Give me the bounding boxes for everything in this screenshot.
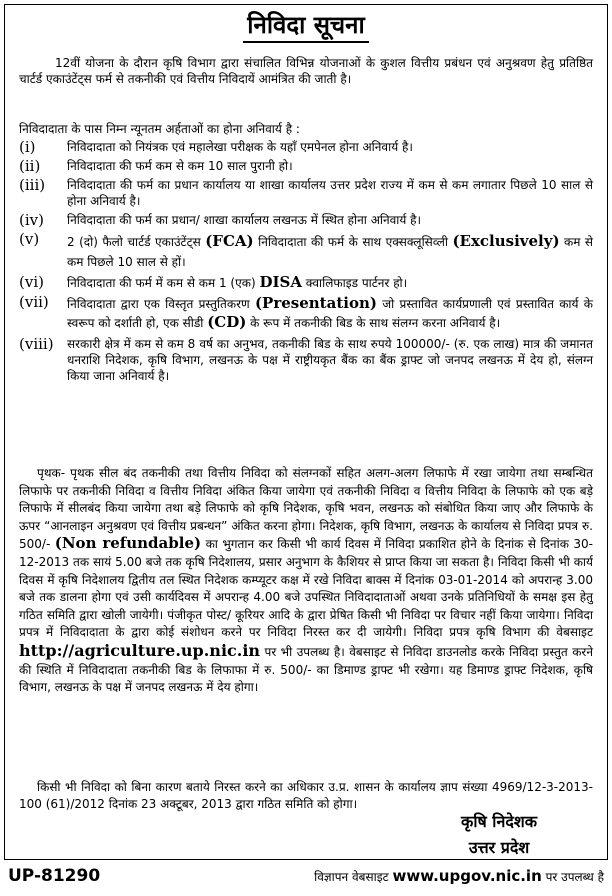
tender-notice <box>4 4 608 860</box>
item-text: निविदादाता की फर्म का प्रधान/ शाखा कार्यालय लखनऊ में स्थित होना अनिवार्य है। <box>67 213 422 227</box>
item-number: (ii) <box>19 157 41 175</box>
item-text: निविदादाता द्वारा एक विस्तृत प्रस्तुतिकरण (Presentation) जो प्रस्तावित कार्यप्रणाली एवं प्रस्तावित कार्य के स्वरूप को दर्शाती हो, एक सीडी (CD) के रूप में तकनीकी बिड के साथ संलग्न करना अनिवार्य है। <box>67 294 593 331</box>
item-text: निविदादाता की फर्म कम से कम 10 साल पुरानी हो। <box>67 159 293 173</box>
item-text: निविदादाता की फर्म में कम से कम 1 (एक) DISA क्वालिफाइड पार्टनर हो। <box>67 273 408 291</box>
signatory-title: कृषि निदेशक <box>461 812 537 831</box>
eligibility-heading: निविदादाता के पास निम्न न्यूनतम अर्हताओं का होना अनिवार्य है : <box>19 122 300 136</box>
item-number: (iii) <box>19 176 46 194</box>
notice-title: निविदा सूचना <box>243 10 368 43</box>
item-number: (iv) <box>19 211 44 229</box>
list-item <box>19 177 593 209</box>
footer <box>4 862 608 890</box>
list-item <box>19 274 593 291</box>
item-number: (vii) <box>19 293 49 311</box>
item-number: (viii) <box>19 335 54 353</box>
item-number: (i) <box>19 138 36 156</box>
list-item <box>19 212 593 228</box>
advert-website-note: विज्ञापन वेबसाइट www.upgov.nic.in पर उपलब्ध है <box>314 867 604 885</box>
item-number: (v) <box>19 230 40 248</box>
item-text: निविदादाता की फर्म का प्रधान कार्यालय या शाखा कार्यालय उत्तर प्रदेश राज्य में कम से कम लगातार पिछले 10 साल से होना अनिवार्य है। <box>67 178 593 208</box>
intro-paragraph: 12वीं योजना के दौरान कृषि विभाग द्वारा संचालित विभिन्न योजनाओं के कुशल वित्तीय प्रबंधन एवं अनुश्रवण हेतु प्रतिष्ठित चार्टर्ड एकाउंटेंट्स फर्म से तकनीकी एवं वित्तीय निविदायें आमंत्रित की जाती है। <box>19 56 593 86</box>
list-item <box>19 336 593 384</box>
item-text: निविदादाता को नियंत्रक एवं महालेखा परीक्षक के यहाँ एमपेनल होना अनिवार्य है। <box>67 140 413 154</box>
closing-paragraph: किसी भी निविदा को बिना कारण बताये निरस्त करने का अधिकार उ.प्र. शासन के कार्यालय ज्ञाप संख्या 4969/12-3-2013-100 (61)/2012 दिनांक 23 अक्टूबर, 2013 द्वारा गठित समिति को होगा। <box>19 780 593 811</box>
website-link[interactable]: http://agriculture.up.nic.in <box>19 640 261 660</box>
list-item <box>19 158 593 174</box>
signatory-state: उत्तर प्रदेश <box>468 838 530 857</box>
advert-site-link[interactable]: www.upgov.nic.in <box>392 867 542 885</box>
item-number: (vi) <box>19 273 44 291</box>
list-item <box>19 139 593 155</box>
terms-paragraph: पृथक- पृथक सील बंद तकनीकी तथा वित्तीय निविदा को संलग्नकों सहित अलग-अलग लिफाफे में रखा जायेगा तथा सम्बन्धित लिफाफे पर तकनीकी निविदा व वित्तीय निविदा अंकित किया जायेगा एवं तकनीकी निविदा व वित्तीय निविदा के लिफाफे को एक बड़े लिफाफे में सीलबंद किया जायेगा तथा बड़े लिफाफे को कृषि निदेशक, कृषि भवन, लखनऊ को संबोधित किया जाए और लिफाफे के ऊपर “आनलाइन अनुश्रवण एवं वित्तीय प्रबन्धन” अंकित करना होगा। निदेशक, कृषि विभाग, लखनऊ के कार्यालय से निविदा प्रपत्र रु. 500/- (Non refundable) का भुगतान कर किसी भी कार्य दिवस में निविदा प्रकाशित होने के दिनांक से दिनांक 30-12-2013 तक सायं 5.00 बजे तक कृषि निदेशालय, प्रसार अनुभाग के कैशियर से प्राप्त किया जा सकता है। निविदा किसी भी कार्य दिवस में कृषि निदेशालय द्वितीय तल स्थित निदेशक कम्प्यूटर कक्ष में रखे निविदा बाक्स में दिनांक 03-01-2014 को अपरान्ह 3.00 बजे तक डालना होगा एवं उसी कार्यदिवस में अपरान्ह 4.00 बजे उपस्थित निविदादाताओं अथवा उनके प्रतिनिधियों के समक्ष इस हेतु गठित समिति द्वारा खोली जायेगी। पंजीकृत पोस्ट/ कूरियर आदि के द्वारा प्रेषित किसी भी निविदा पर विचार नहीं किया जायेगा। निविदा प्रपत्र में निविदादाता के द्वारा कोई संशोधन करने पर निविदा निरस्त कर दी जायेगी। निविदा प्रपत्र कृषि विभाग की वेबसाइट http://agriculture.up.nic.in पर भी उपलब्ध है। वेबसाइट से निविदा डाउनलोड करके निविदा प्रस्तुत करने की स्थिति में निविदादाता तकनीकी बिड के लिफाफा में रु. 500/- का डिमाण्ड ड्राफ्ट भी रखेगा। यह डिमाण्ड ड्राफ्ट निदेशक, कृषि विभाग, लखनऊ के पक्ष में जनपद लखनऊ में देय होगा। <box>19 466 593 695</box>
item-text: 2 (दो) फैलो चार्टर्ड एकाउंटेंट्स (FCA) निविदादाता की फर्म के साथ एक्सक्लूसिव्ली (Exclusively) कम से कम पिछले 10 साल से हों। <box>67 232 593 269</box>
eligibility-list <box>19 139 593 384</box>
signature-block <box>461 809 537 861</box>
advert-code: UP-81290 <box>8 866 101 886</box>
item-text: सरकारी क्षेत्र में कम से कम 8 वर्ष का अनुभव, तकनीकी बिड के साथ रुपये 100000/- (रु. एक लाख) मात्र की जमानत धनराशि निदेशक, कृषि विभाग, लखनऊ के पक्ष में राष्ट्रीयकृत बैंक का बैंक ड्राफ्ट जो जनपद लखनऊ में देय हो, संलग्न किया जाना अनिवार्य है। <box>67 337 593 383</box>
list-item <box>19 294 593 332</box>
list-item <box>19 231 593 272</box>
